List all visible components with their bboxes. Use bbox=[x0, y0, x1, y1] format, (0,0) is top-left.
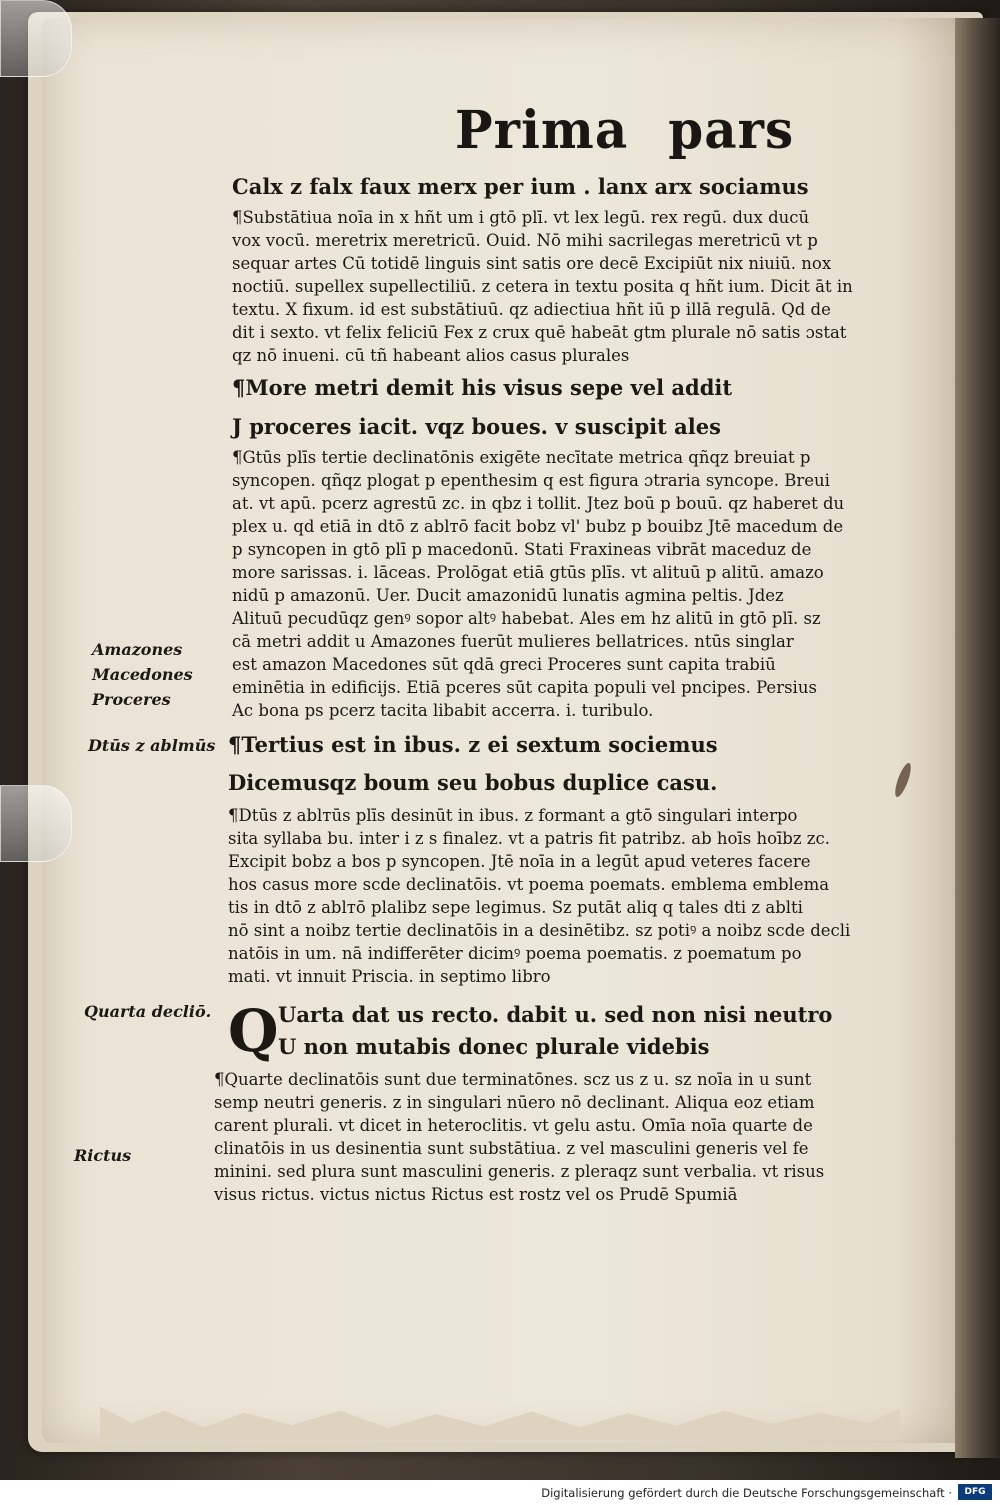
margin-note-rictus: Rictus bbox=[74, 1146, 132, 1165]
prose-line: ¶Substātiua noīa in x hñt um i gtō plī. vt lex legū. rex regū. dux ducū bbox=[232, 208, 810, 227]
prose-line: vox vocū. meretrix meretricū. Ouid. Nō mihi sacrilegas meretricū vt p bbox=[232, 231, 818, 250]
prose-line: cā metri addit u Amazones fuerūt mulieres bellatrices. ntūs singlar bbox=[232, 632, 794, 651]
prose-line: noctiū. supellex supellectiliū. z cetera in textu posita q hñt ium. Dicit āt in bbox=[232, 277, 853, 296]
prose-line: Alituū pecudūqz genꝰ sopor altꝰ habebat. Ales em hz alitū in gtō plī. sz bbox=[232, 609, 821, 628]
prose-line: sita syllaba bu. inter i z s finalez. vt a patris fit patribz. ab hoīs hoībz zc. bbox=[228, 829, 830, 848]
page-heading bbox=[455, 99, 794, 161]
prose-line: minini. sed plura sunt masculini generis. z pleraqz sunt verbalia. vt risus bbox=[214, 1162, 825, 1181]
prose-line: ¶Gtūs plīs tertie declinatōnis exigēte necītate metrica qñqz breuiat p bbox=[232, 448, 811, 467]
margin-note-datives: Dtūs z ablтūs bbox=[88, 736, 216, 755]
margin-note-amazones: Amazones bbox=[92, 640, 183, 659]
prose-line: p syncopen in gtō plī p macedonū. Stati Fraxineas vibrāt maceduz de bbox=[232, 540, 812, 559]
prose-line: textu. X fixum. id est substātiuū. qz adiectiua hñt iū p illā regulā. Qd de bbox=[232, 300, 831, 319]
prose-line: ¶Dtūs z ablтūs plīs desinūt in ibus. z formant a gtō singulari interpo bbox=[228, 806, 798, 825]
drop-cap-initial: Q bbox=[228, 997, 279, 1065]
prose-line: syncopen. qñqz plogat p epenthesim q est figura ɔtraria syncope. Breui bbox=[232, 471, 830, 490]
verse-line: ¶More metri demit his visus sepe vel addit bbox=[232, 375, 733, 400]
verse-line: Dicemusqz boum seu bobus duplice casu. bbox=[228, 770, 718, 795]
prose-line: hos casus more scde declinatōis. vt poema poemats. emblema emblema bbox=[228, 875, 830, 894]
prose-line: visus rictus. victus nictus Rictus est rostz vel os Prudē Spumiā bbox=[214, 1185, 738, 1204]
verse-line: ¶Tertius est in ibus. z ei sextum sociemus bbox=[228, 732, 718, 757]
prose-line: est amazon Macedones sūt qdā greci Proceres sunt capita trabiū bbox=[232, 655, 776, 674]
prose-line: tis in dtō z ablтō plalibz sepe legimus. Sz putāt aliq q tales dti z ablti bbox=[228, 898, 803, 917]
book-spine bbox=[955, 18, 1000, 1458]
prose-line: ¶Quarte declinatōis sunt due terminatōnes. scz us z u. sz noīa in u sunt bbox=[214, 1070, 812, 1089]
prose-line: natōis in um. nā indifferēter dicimꝰ poema poematis. z poematum po bbox=[228, 944, 802, 963]
verse-line: J proceres iacit. vqz boues. v suscipit ales bbox=[232, 414, 721, 439]
prose-line: qz nō inueni. cū tñ habeant alios casus plurales bbox=[232, 346, 630, 365]
prose-line: clinatōis in us desinentia sunt substātiua. z vel masculini generis vel fe bbox=[214, 1139, 809, 1158]
prose-line: eminētia in edificijs. Etiā pceres sūt capita populi vel pncipes. Persius bbox=[232, 678, 817, 697]
margin-note-proceres: Proceres bbox=[92, 690, 171, 709]
prose-line: Ac bona ps pcerz tacita libabit accerra. i. turibulo. bbox=[232, 701, 654, 720]
verse-line: Calx z falx faux merx per ium . lanx arx sociamus bbox=[232, 174, 809, 199]
margin-note-quarta: Quarta decliō. bbox=[84, 1002, 212, 1021]
footer-credit: Digitalisierung gefördert durch die Deutsche Forschungsgemeinschaft · bbox=[541, 1486, 952, 1500]
prose-line: sequar artes Cū totidē linguis sint satis ore decē Excipiūt nix niuiū. nox bbox=[232, 254, 832, 273]
prose-line: Excipit bobz a bos p syncopen. Jtē noīa in a legūt apud veteres facere bbox=[228, 852, 811, 871]
glass-clip-top bbox=[0, 0, 72, 77]
prose-line: mati. vt innuit Priscia. in septimo libro bbox=[228, 967, 551, 986]
glass-clip-middle bbox=[0, 785, 72, 862]
prose-line: nidū p amazonū. Uer. Ducit amazonidū lunatis agmina peltis. Jdez bbox=[232, 586, 784, 605]
digitization-footer bbox=[0, 1480, 1000, 1505]
prose-line: plex u. qd etiā in dtō z ablтō facit bobz vl' bubz p bouibz Jtē macedum de bbox=[232, 517, 844, 536]
verse-line: U non mutabis donec plurale videbis bbox=[278, 1034, 710, 1059]
prose-line: more sarissas. i. lāceas. Prolōgat etiā gtūs plīs. vt alituū p alitū. amazo bbox=[232, 563, 824, 582]
prose-line: carent plurali. vt dicet in heteroclitis. vt gelu astu. Omīa noīa quarte de bbox=[214, 1116, 813, 1135]
heading-word-prima: Prima bbox=[455, 98, 629, 161]
prose-line: at. vt apū. pcerz agrestū zc. in qbz i tollit. Jtez boū p bouū. qz haberet du bbox=[232, 494, 845, 513]
prose-line: nō sint a noibz tertie declinatōis in a desinētibz. sz potiꝰ a noibz scde decli bbox=[228, 921, 851, 940]
dfg-logo: DFG bbox=[958, 1484, 992, 1500]
heading-word-pars: pars bbox=[668, 98, 795, 161]
prose-line: dit i sexto. vt felix feliciū Fex z crux quē habeāt gtm plurale nō satis ɔstat bbox=[232, 323, 847, 342]
verse-line: Uarta dat us recto. dabit u. sed non nisi neutro bbox=[278, 1002, 833, 1027]
margin-note-macedones: Macedones bbox=[92, 665, 193, 684]
prose-line: semp neutri generis. z in singulari nūero nō declinant. Aliqua eoz etiam bbox=[214, 1093, 815, 1112]
